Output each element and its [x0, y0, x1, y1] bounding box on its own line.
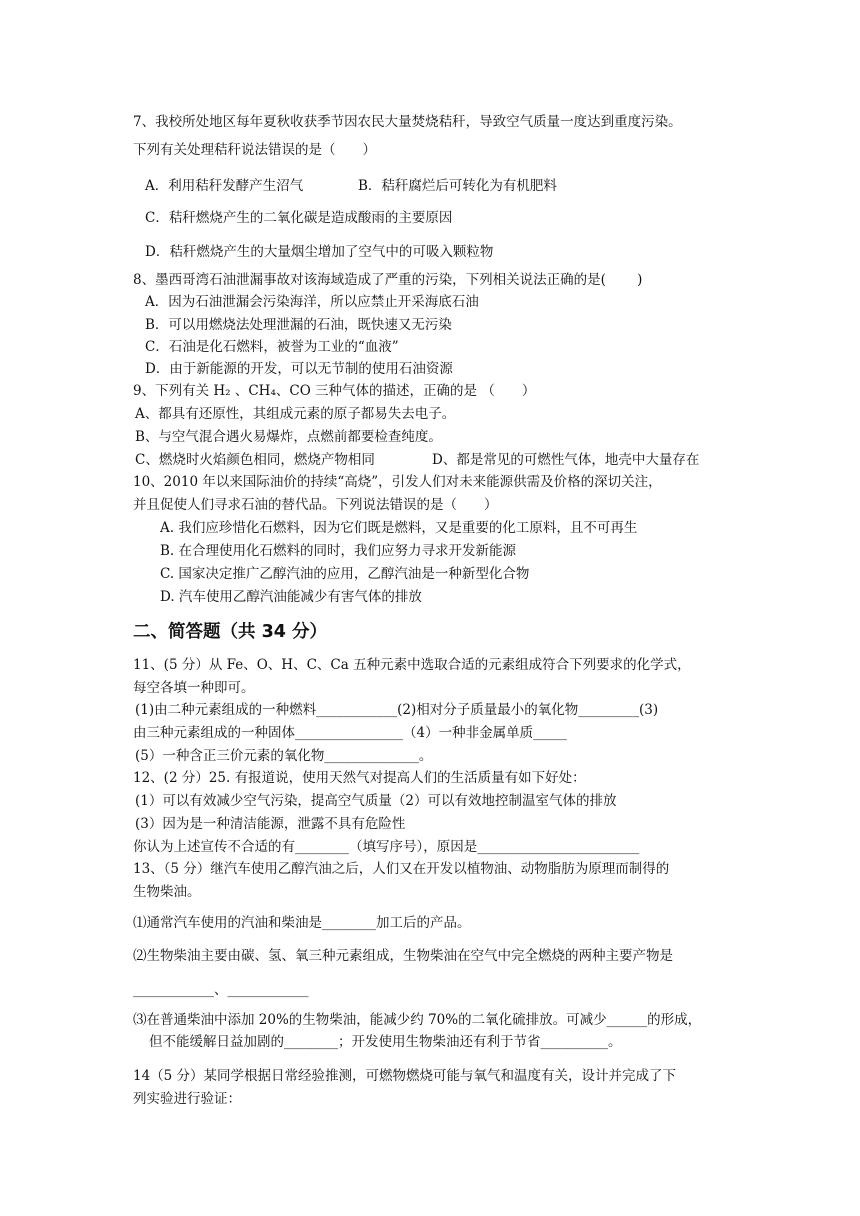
q9-option-a: A、都具有还原性，其组成元素的原子都易失去电子。 — [135, 406, 456, 422]
q8-stem: 8、墨西哥湾石油泄漏事故对该海域造成了严重的污染，下列相关说法正确的是( ) — [133, 272, 643, 288]
q8-option-b: B．可以用燃烧法处理泄漏的石油，既快速又无污染 — [145, 317, 452, 333]
q7-option-c: C．秸秆燃烧产生的二氧化碳是造成酸雨的主要原因 — [145, 210, 453, 226]
q8-option-c: C．石油是化石燃料，被誉为工业的“血液” — [145, 339, 399, 355]
q12-line2: (1）可以有效减少空气污染，提高空气质量（2）可以有效地控制温室气体的排放 — [135, 793, 617, 809]
q13-line4: ⑵生物柴油主要由碳、氢、氧三种元素组成，生物柴油在空气中完全燃烧的两种主要产物是 — [133, 948, 673, 964]
q7-option-d: D．秸秆燃烧产生的大量烟尘增加了空气中的可吸入颗粒物 — [145, 244, 494, 260]
q12-line3: (3）因为是一种清洁能源，泄露不具有危险性 — [135, 816, 406, 832]
q12-line4: 你认为上述宣传不合适的有________（填写序号），原因是________________________ — [133, 839, 640, 855]
q10-option-c: C. 国家决定推广乙醇汽油的应用，乙醇汽油是一种新型化合物 — [160, 566, 530, 582]
q9-option-c: C、燃烧时火焰颜色相同，燃烧产物相同 — [135, 452, 375, 468]
q7-option-b: B．秸秆腐烂后可转化为有机肥料 — [358, 178, 557, 194]
q13-line7: 但不能缓解日益加剧的________；开发使用生物柴油还有利于节省__________。 — [149, 1034, 622, 1050]
q13-line5: ____________、____________ — [133, 982, 309, 998]
q13-line2: 生物柴油。 — [133, 884, 201, 900]
q12-line1: 12、(2 分）25. 有报道说，使用天然气对提高人们的生活质量有如下好处： — [133, 770, 586, 786]
q10-option-d: D. 汽车使用乙醇汽油能减少有害气体的排放 — [160, 589, 422, 605]
q11-line1: 11、(5 分）从 Fe、O、H、C、Ca 五种元素中选取合适的元素组成符合下列要求的化学式， — [133, 657, 691, 673]
q13-line1: 13、（5 分）继汽车使用乙醇汽油之后，人们又在开发以植物油、动物脂肪为原理而制得的 — [133, 861, 670, 877]
q10-option-b: B. 在合理使用化石燃料的同时，我们应努力寻求开发新能源 — [160, 543, 517, 559]
q10-option-a: A. 我们应珍惜化石燃料，因为它们既是燃料，又是重要的化工原料，且不可再生 — [160, 520, 638, 536]
q11-line5: (5）一种含正三价元素的氧化物______________。 — [135, 748, 433, 764]
q9-stem: 9、下列有关 H₂ 、CH₄、CO 三种气体的描述，正确的是 （ ） — [133, 383, 536, 399]
q8-option-a: A．因为石油泄漏会污染海洋，所以应禁止开采海底石油 — [145, 294, 479, 310]
section-heading: 二、简答题（共 34 分） — [133, 622, 328, 642]
q9-option-d: D、都是常见的可燃性气体，地壳中大量存在 — [432, 452, 700, 468]
q10-stem-line2: 并且促使人们寻求石油的替代品。下列说法错误的是（ ） — [133, 497, 498, 513]
q11-line3: (1)由二种元素组成的一种燃料____________(2)相对分子质量最小的氧化物_________(3) — [135, 702, 659, 718]
q7-stem-line2: 下列有关处理秸秆说法错误的是（ ） — [133, 142, 376, 158]
q7-option-a: A．利用秸秆发酵产生沼气 — [145, 178, 304, 194]
q13-line3: ⑴通常汽车使用的汽油和柴油是________加工后的产品。 — [133, 915, 471, 931]
q11-line2: 每空各填一种即可。 — [133, 680, 255, 696]
q14-line1: 14（5 分）某同学根据日常经验推测，可燃物燃烧可能与氧气和温度有关，设计并完成了下 — [133, 1068, 677, 1084]
q11-line4: 由三种元素组成的一种固体________________（4）一种非金属单质_____ — [133, 725, 567, 741]
q10-stem: 10、2010 年以来国际油价的持续“高烧”，引发人们对未来能源供需及价格的深切关注， — [133, 474, 662, 490]
q9-option-b: B、与空气混合遇火易爆炸，点燃前都要检查纯度。 — [135, 429, 442, 445]
q7-stem: 7、我校所处地区每年夏秋收获季节因农民大量焚烧秸秆，导致空气质量一度达到重度污染。 — [133, 114, 682, 130]
q13-line6: ⑶在普通柴油中添加 20%的生物柴油，能减少约 70%的二氧化硫排放。可减少______的形成， — [133, 1012, 702, 1028]
q14-line2: 列实验进行验证： — [133, 1091, 241, 1107]
q8-option-d: D．由于新能源的开发，可以无节制的使用石油资源 — [145, 361, 453, 377]
